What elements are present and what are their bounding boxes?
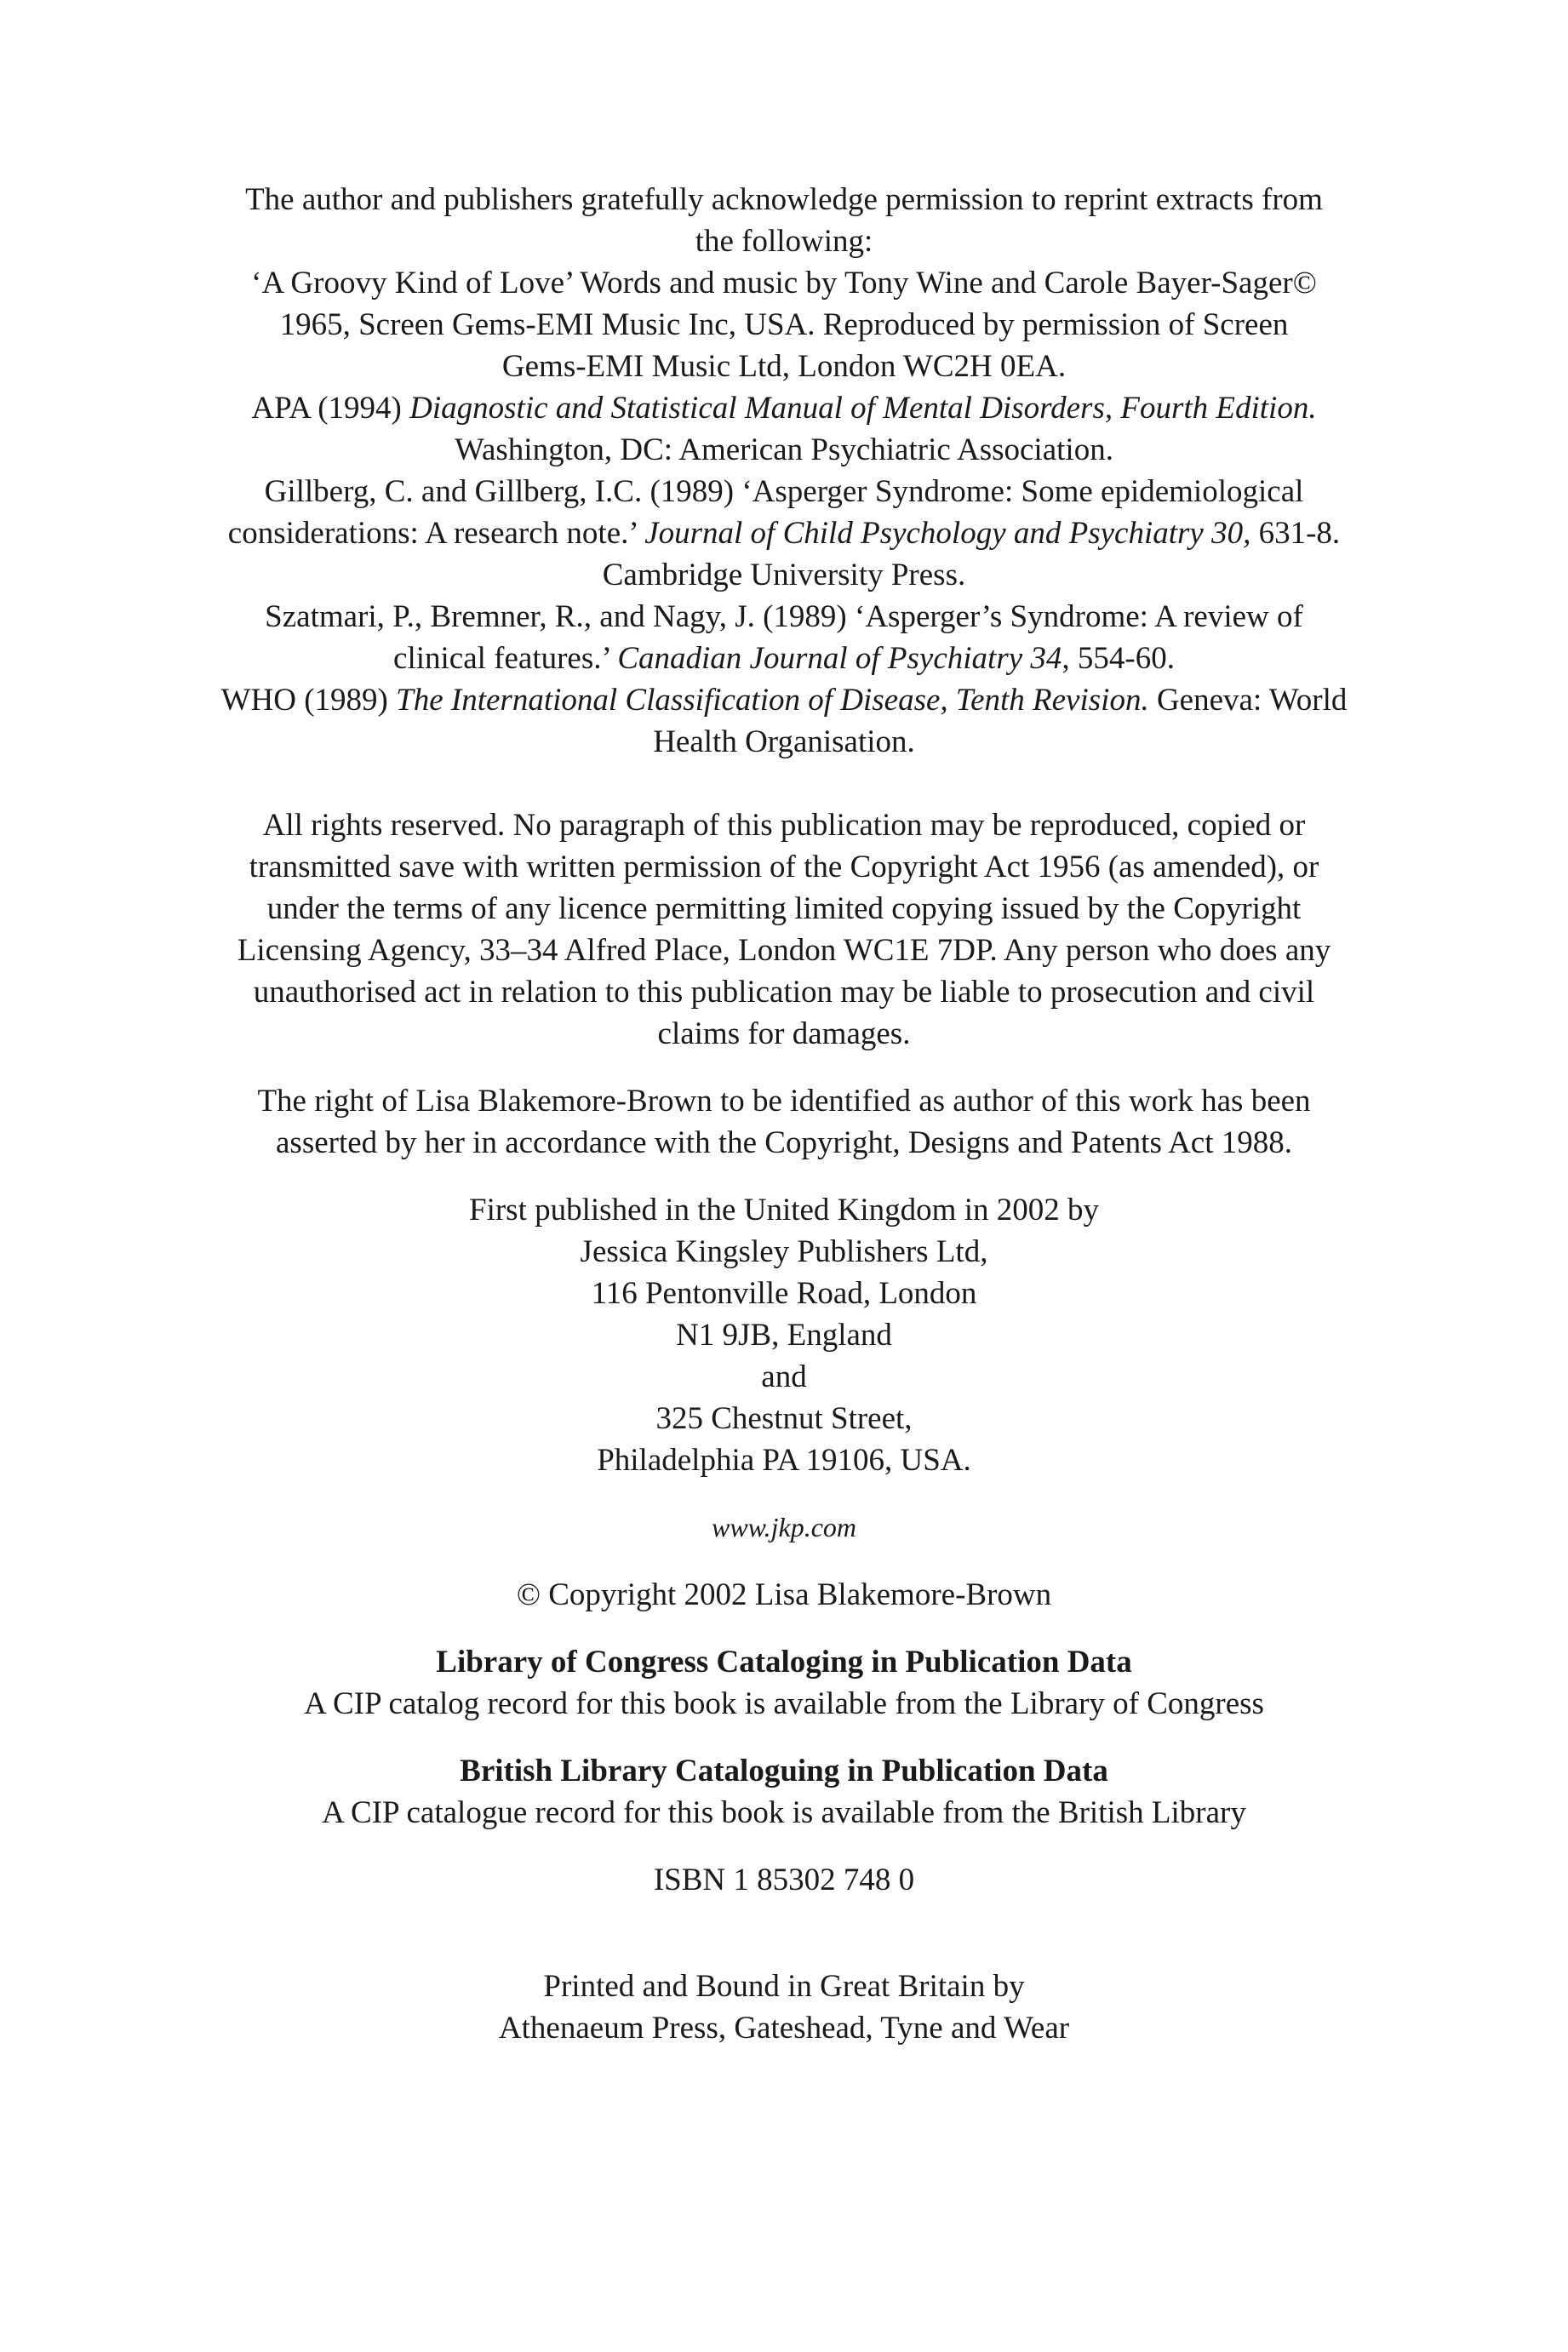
publisher-line: First published in the United Kingdom in 2002 by <box>469 1193 1099 1228</box>
copyright-notice: © Copyright 2002 Lisa Blakemore-Brown <box>516 1577 1052 1612</box>
ack-gillberg-line: Cambridge University Press. <box>602 558 966 592</box>
rights-line: transmitted save with written permission of the Copyright Act 1956 (as amended), or <box>249 850 1319 884</box>
ack-szatmari-line <box>170 638 1398 679</box>
ack-intro-line: the following: <box>695 224 873 259</box>
printer-line: Athenaeum Press, Gateshead, Tyne and Wear <box>498 2011 1070 2046</box>
publisher-line: 116 Pentonville Road, London <box>591 1276 977 1311</box>
ack-apa-prefix: APA (1994) <box>251 391 410 426</box>
bl-block <box>170 1750 1398 1834</box>
bl-text: A CIP catalogue record for this book is available from the British Library <box>322 1795 1246 1830</box>
loc-block <box>170 1641 1398 1725</box>
isbn: ISBN 1 85302 748 0 <box>653 1863 915 1897</box>
loc-heading <box>170 1641 1398 1683</box>
ack-groovy-line: ‘A Groovy Kind of Love’ Words and music by Tony Wine and Carole Bayer-Sager© <box>251 266 1317 300</box>
rights-line: claims for damages. <box>657 1016 911 1051</box>
publisher-block <box>170 1189 1398 1481</box>
moral-right-line: The right of Lisa Blakemore-Brown to be identified as author of this work has been <box>257 1084 1311 1119</box>
ack-who-line: Health Organisation. <box>653 724 915 759</box>
ack-szatmari-prefix: clinical features.’ <box>393 641 618 676</box>
ack-szatmari-suffix: , 554-60. <box>1062 641 1175 676</box>
rights-line: under the terms of any licence permitting limited copying issued by the Copyright <box>266 891 1302 926</box>
bl-heading <box>170 1750 1398 1792</box>
ack-gillberg-prefix: considerations: A research note.’ <box>227 516 645 551</box>
ack-szatmari-journal: Canadian Journal of Psychiatry 34 <box>617 641 1062 676</box>
rights-line: All rights reserved. No paragraph of this publication may be reproduced, copied or <box>262 808 1306 843</box>
rights-block <box>170 804 1398 1055</box>
ack-apa-line <box>170 387 1398 429</box>
publisher-line: and <box>761 1359 807 1394</box>
publisher-line: Jessica Kingsley Publishers Ltd, <box>580 1234 988 1269</box>
loc-heading-text: Library of Congress Cataloging in Publication Data <box>436 1645 1132 1680</box>
ack-szatmari-line: Szatmari, P., Bremner, R., and Nagy, J. (1989) ‘Asperger’s Syndrome: A review of <box>265 599 1303 634</box>
ack-apa-line: Washington, DC: American Psychiatric Association. <box>455 432 1113 467</box>
ack-gillberg-line: Gillberg, C. and Gillberg, I.C. (1989) ‘Asperger Syndrome: Some epidemiological <box>264 474 1304 509</box>
printer-line: Printed and Bound in Great Britain by <box>543 1969 1025 2004</box>
ack-apa-title: Diagnostic and Statistical Manual of Mental Disorders, Fourth Edition. <box>409 391 1317 426</box>
website-text: www.jkp.com <box>711 1512 857 1542</box>
ack-groovy-line: 1965, Screen Gems-EMI Music Inc, USA. Reproduced by permission of Screen <box>279 307 1289 342</box>
publisher-line: N1 9JB, England <box>676 1318 892 1353</box>
ack-who-title: The International Classification of Disease, Tenth Revision. <box>396 683 1149 718</box>
ack-gillberg-suffix: 631-8. <box>1250 516 1341 551</box>
ack-groovy-line: Gems-EMI Music Ltd, London WC2H 0EA. <box>501 349 1067 384</box>
ack-intro-line: The author and publishers gratefully acknowledge permission to reprint extracts from <box>245 182 1323 217</box>
ack-who-line <box>170 679 1398 721</box>
website-link[interactable] <box>170 1507 1398 1548</box>
moral-right-block <box>170 1080 1398 1164</box>
rights-line: Licensing Agency, 33–34 Alfred Place, London WC1E 7DP. Any person who does any <box>237 933 1331 968</box>
bl-heading-text: British Library Cataloguing in Publication Data <box>460 1754 1108 1788</box>
loc-text: A CIP catalog record for this book is available from the Library of Congress <box>304 1686 1264 1721</box>
ack-gillberg-journal: Journal of Child Psychology and Psychiatry 30, <box>644 516 1251 551</box>
printer-block <box>170 1966 1398 2049</box>
moral-right-line: asserted by her in accordance with the Copyright, Designs and Patents Act 1988. <box>276 1125 1292 1160</box>
publisher-line: Philadelphia PA 19106, USA. <box>597 1443 971 1478</box>
ack-gillberg-line <box>170 512 1398 554</box>
acknowledgements-block <box>170 179 1398 763</box>
publisher-line: 325 Chestnut Street, <box>655 1401 913 1436</box>
ack-who-suffix: Geneva: World <box>1148 683 1348 718</box>
ack-who-prefix: WHO (1989) <box>220 683 397 718</box>
copyright-page <box>170 179 1398 2049</box>
rights-line: unauthorised act in relation to this publication may be liable to prosecution and civil <box>253 975 1315 1010</box>
